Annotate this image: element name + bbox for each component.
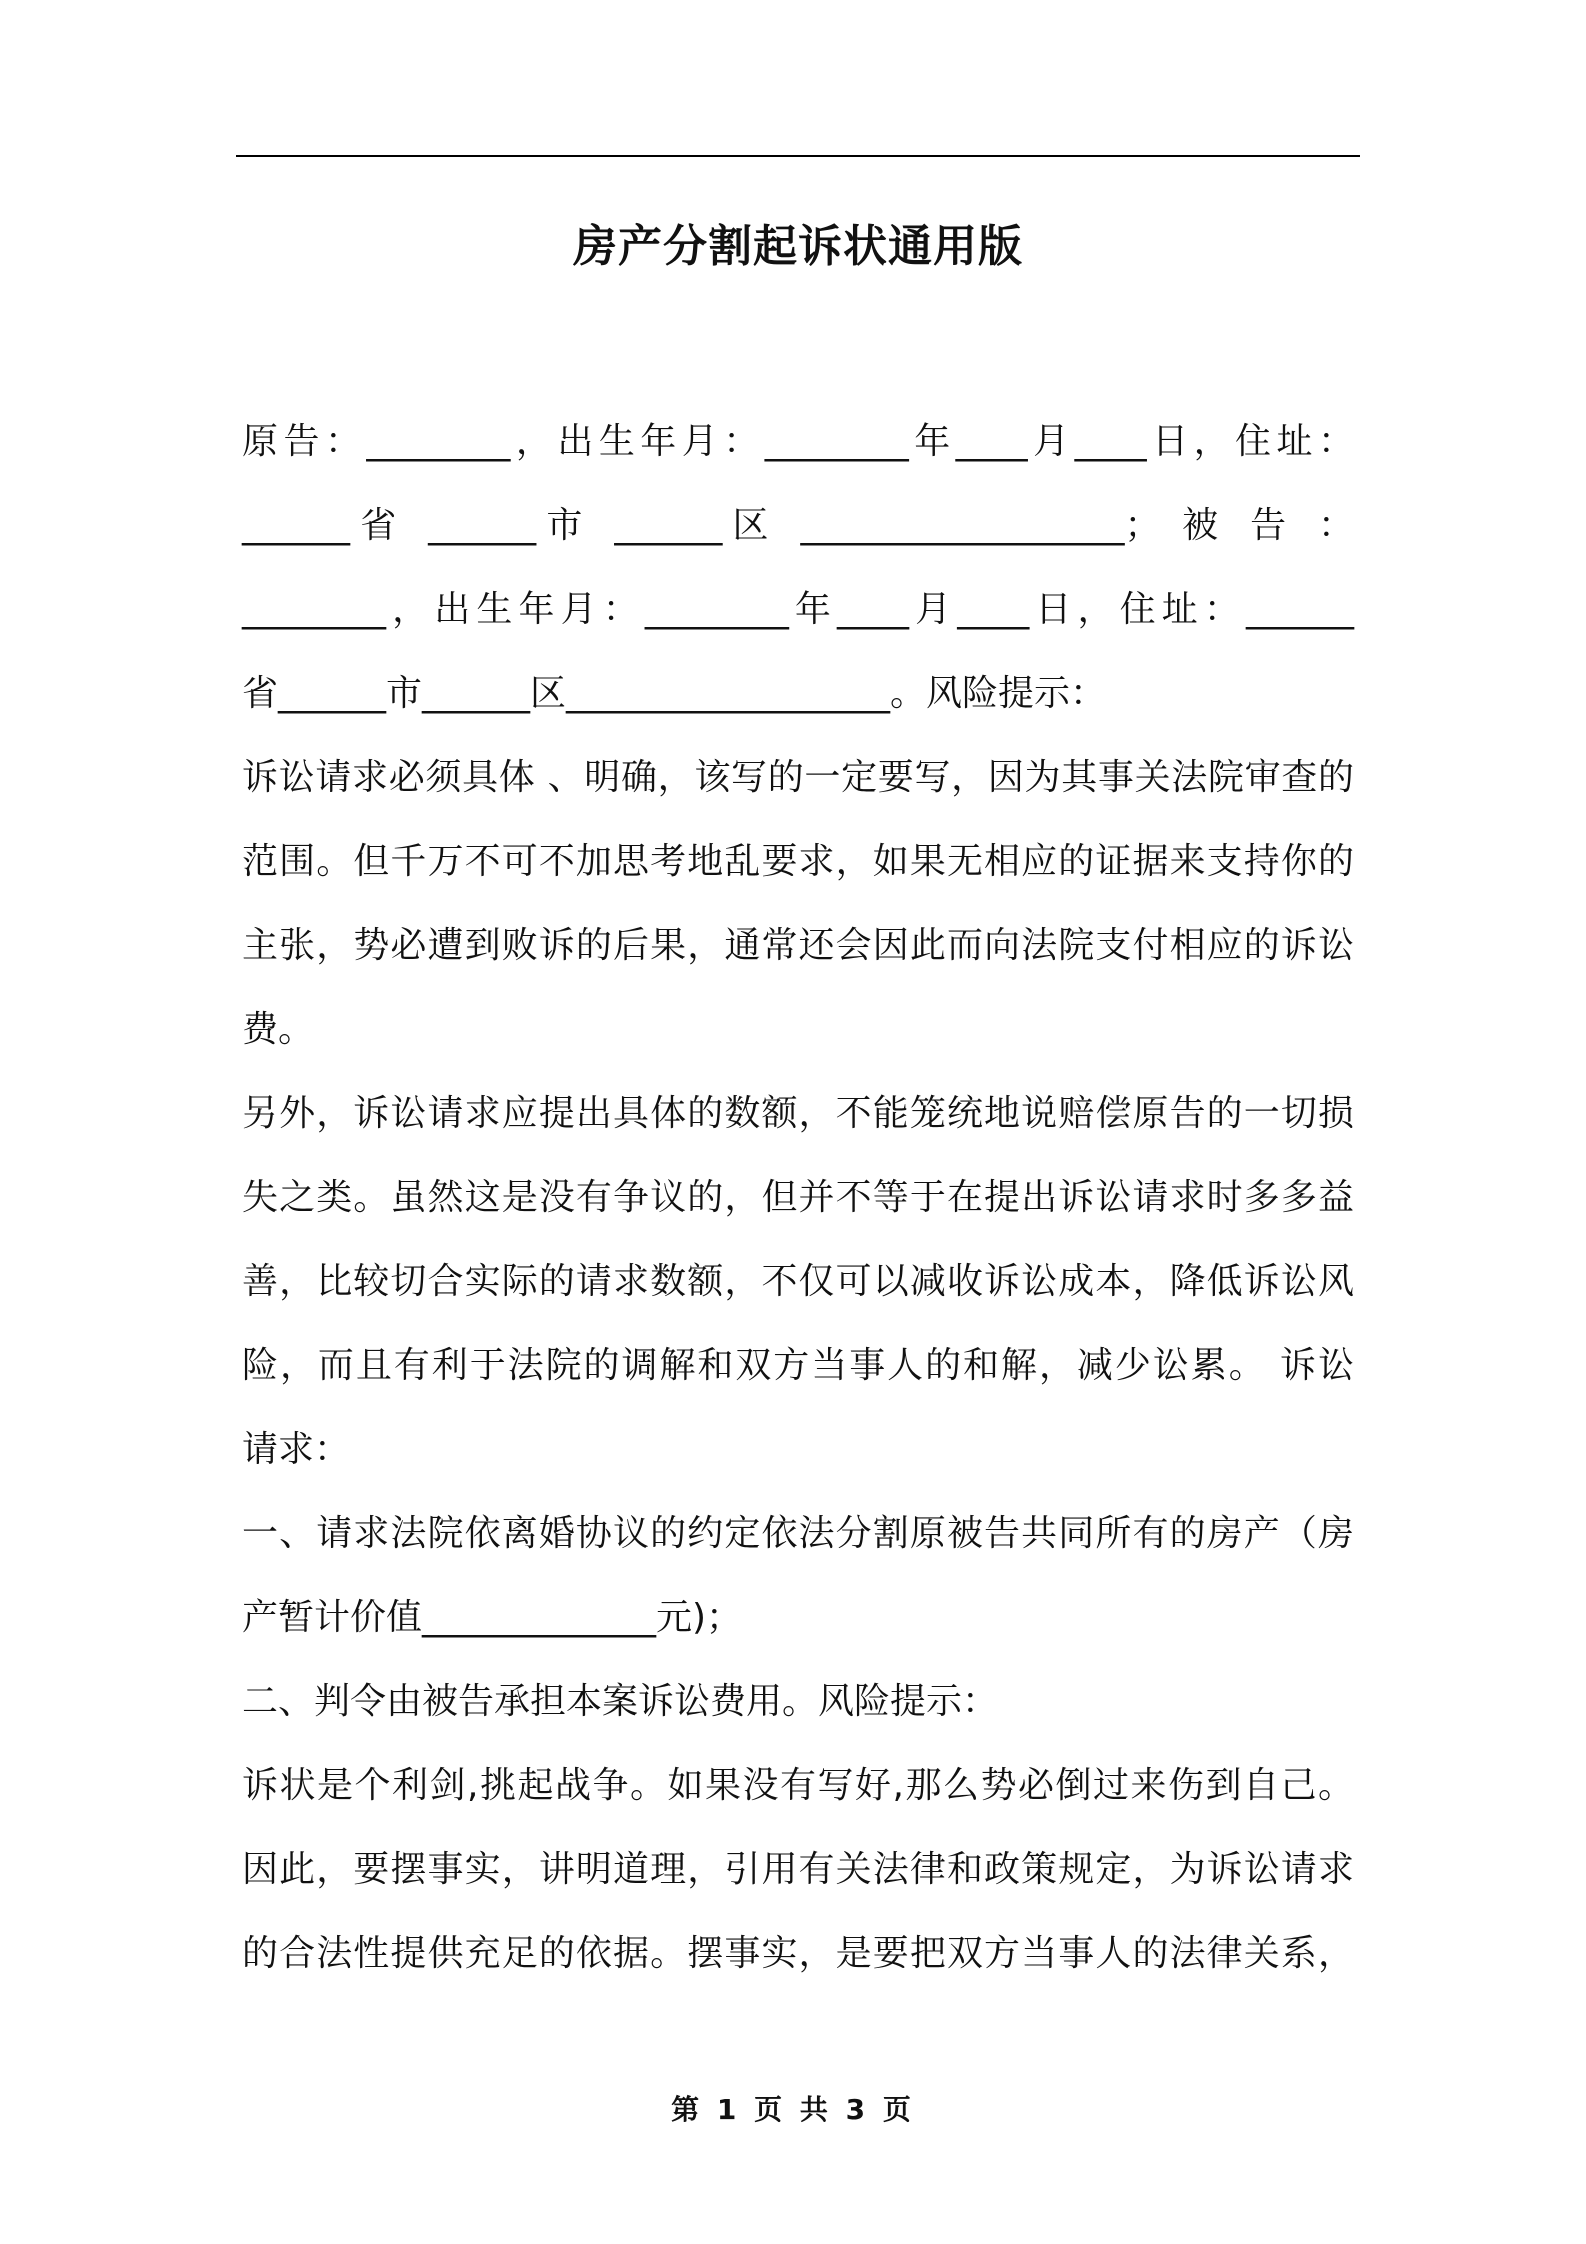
body-line: ________，出生年月：________年____月____日，住址：______ <box>242 589 1354 630</box>
document-body <box>242 400 1354 1996</box>
body-line: 产暂计价值_____________元)； <box>242 1597 743 1638</box>
body-line: 诉讼请求必须具体 、明确，该写的一定要写，因为其事关法院审查的 <box>242 757 1354 798</box>
body-line: 险，而且有利于法院的调解和双方当事人的和解，减少讼累。 诉讼 <box>242 1345 1354 1386</box>
body-line: 请求： <box>242 1429 351 1470</box>
body-line: 善，比较切合实际的请求数额，不仅可以减收诉讼成本，降低诉讼风 <box>242 1261 1354 1302</box>
header-rule <box>236 155 1360 157</box>
body-line: 因此，要摆事实，讲明道理，引用有关法律和政策规定，为诉讼请求 <box>242 1849 1354 1890</box>
body-line: 原告：________，出生年月：________年____月____日，住址： <box>242 421 1354 462</box>
body-line: 的合法性提供充足的依据。摆事实，是要把双方当事人的法律关系， <box>242 1933 1354 1974</box>
body-line: 二、判令由被告承担本案诉讼费用。风险提示： <box>242 1681 999 1722</box>
body-line: 主张，势必遭到败诉的后果，通常还会因此而向法院支付相应的诉讼 <box>242 925 1354 966</box>
body-line: 费。 <box>242 1009 315 1050</box>
body-line: ______省 ______市 ______区 __________________； 被 告 ： <box>242 505 1354 546</box>
body-line: 诉状是个利剑,挑起战争。如果没有写好,那么势必倒过来伤到自己。 <box>242 1765 1354 1806</box>
body-line: 失之类。虽然这是没有争议的，但并不等于在提出诉讼请求时多多益 <box>242 1177 1354 1218</box>
body-line: 另外，诉讼请求应提出具体的数额，不能笼统地说赔偿原告的一切损 <box>242 1093 1354 1134</box>
body-line: 范围。但千万不可不加思考地乱要求，如果无相应的证据来支持你的 <box>242 841 1354 882</box>
page-number: 第 1 页 共 3 页 <box>671 2093 915 2126</box>
body-line: 省______市______区__________________。风险提示： <box>242 673 1107 714</box>
document-title: 房产分割起诉状通用版 <box>573 221 1023 272</box>
body-line: 一、请求法院依离婚协议的约定依法分割原被告共同所有的房产（房 <box>242 1513 1354 1554</box>
